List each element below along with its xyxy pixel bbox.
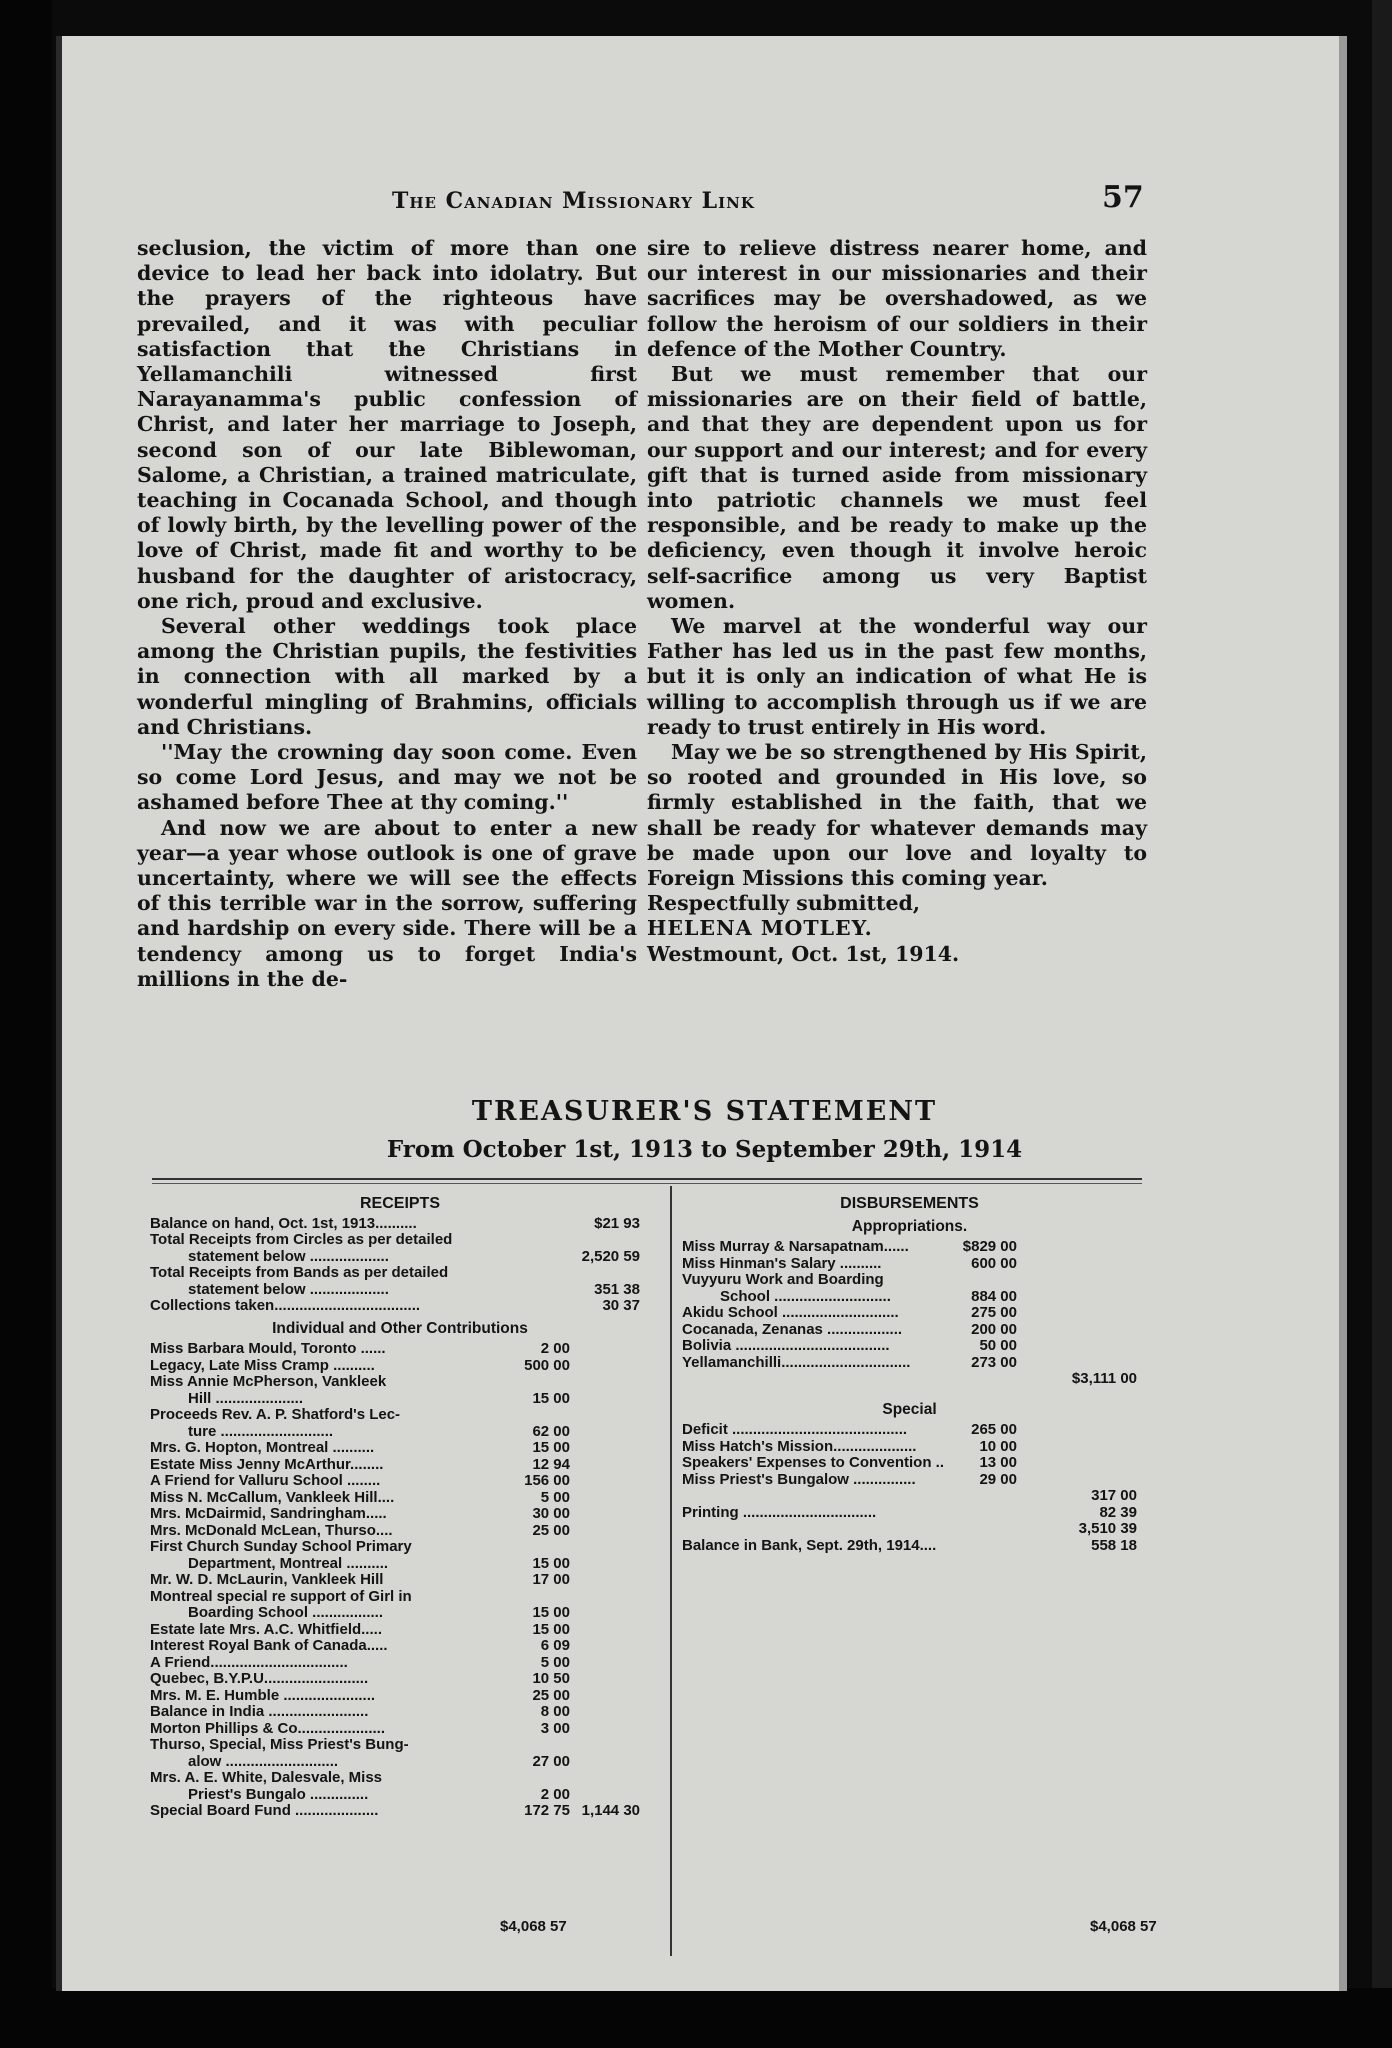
table-row xyxy=(150,1374,650,1391)
table-row xyxy=(150,1341,650,1358)
row-label: Mrs. McDonald McLean, Thurso.... xyxy=(150,1521,393,1539)
balance-value: 558 18 xyxy=(1091,1536,1137,1554)
appropriations-total-row xyxy=(682,1371,1137,1388)
table-row xyxy=(150,1721,650,1738)
row-label: Priest's Bungalo .............. xyxy=(188,1785,369,1803)
row-amount: 62 00 xyxy=(532,1422,570,1440)
film-border-right xyxy=(1372,0,1392,2048)
row-amount: 10 50 xyxy=(532,1670,570,1687)
row-label: Total Receipts from Bands as per detailed xyxy=(150,1264,449,1281)
table-row xyxy=(150,1638,650,1655)
table-row xyxy=(682,1355,1137,1372)
table-row xyxy=(150,1506,650,1523)
row-amount: 5 00 xyxy=(540,1488,570,1506)
special-total-row xyxy=(682,1488,1137,1505)
row-amount: 265 00 xyxy=(971,1421,1017,1438)
table-row xyxy=(150,1265,650,1282)
row-amount: 15 00 xyxy=(532,1554,570,1572)
balance-row xyxy=(682,1538,1137,1555)
row-label: Montreal special re support of Girl in xyxy=(150,1587,412,1605)
row-label: Miss Murray & Narsapatnam...... xyxy=(682,1238,909,1255)
row-label: ture ........................... xyxy=(188,1422,334,1440)
row-label: Special Board Fund .................... xyxy=(150,1802,379,1819)
row-label: Miss Hatch's Mission.................... xyxy=(682,1437,917,1455)
row-label: Hill ..................... xyxy=(188,1389,304,1407)
table-row xyxy=(150,1754,650,1771)
table-row xyxy=(150,1671,650,1688)
table-row xyxy=(150,1770,650,1787)
table-row xyxy=(150,1622,650,1639)
right-column-paragraph: We marvel at the wonderful way our Father has led us in the past few months, but it is only an indication of what He is willing to accomplish through us if we are ready to trust entirely in His word. xyxy=(647,614,1147,739)
special-heading: Special xyxy=(882,1400,937,1418)
row-label: Estate Miss Jenny McArthur........ xyxy=(150,1455,384,1473)
row-amount: 500 00 xyxy=(524,1356,570,1374)
row-amount: 156 00 xyxy=(524,1472,570,1489)
row-amount: 25 00 xyxy=(532,1521,570,1539)
appropriations-heading: Appropriations. xyxy=(851,1217,968,1235)
signature-name: HELENA MOTLEY. xyxy=(647,916,873,941)
row-amount: 200 00 xyxy=(971,1320,1017,1338)
printing-label: Printing ................................ xyxy=(682,1503,877,1521)
row-amount: 17 00 xyxy=(532,1571,570,1588)
row-label: Mrs. McDairmid, Sandringham..... xyxy=(150,1505,387,1522)
table-row xyxy=(150,1440,650,1457)
row-amount: 27 00 xyxy=(532,1752,570,1770)
row-label: Bolivia ..................................... xyxy=(682,1337,890,1354)
treasurer-statement-title: TREASURER'S STATEMENT xyxy=(471,1096,938,1127)
row-label: Boarding School ................. xyxy=(188,1604,384,1621)
row-amount: 8 00 xyxy=(540,1703,570,1720)
row-label: statement below ................... xyxy=(188,1280,389,1298)
subtotal-value: 3,510 39 xyxy=(1078,1520,1137,1537)
receipts-total: $4,068 57 xyxy=(500,1918,567,1935)
table-row xyxy=(682,1256,1137,1273)
row-amount: 6 09 xyxy=(540,1637,570,1654)
balance-label: Balance in Bank, Sept. 29th, 1914.... xyxy=(682,1536,937,1554)
appropriations-total: $3,111 00 xyxy=(1071,1370,1137,1387)
treasurer-statement-period: From October 1st, 1913 to September 29th, 1914 xyxy=(386,1136,1023,1163)
row-amount: 884 00 xyxy=(971,1287,1017,1305)
row-label: Balance in India ........................ xyxy=(150,1703,369,1720)
row-amount: 30 00 xyxy=(532,1505,570,1522)
row-label: Vuyyuru Work and Boarding xyxy=(682,1271,884,1288)
row-total: 2,520 59 xyxy=(581,1247,640,1265)
row-amount: 50 00 xyxy=(979,1337,1017,1354)
row-amount: 600 00 xyxy=(971,1254,1017,1272)
table-row xyxy=(150,1358,650,1375)
table-row xyxy=(682,1272,1137,1289)
table-row xyxy=(682,1422,1137,1439)
table-row xyxy=(150,1605,650,1622)
printing-row xyxy=(682,1505,1137,1522)
row-amount: 10 00 xyxy=(979,1437,1017,1455)
row-label: Collections taken................................... xyxy=(150,1297,421,1314)
table-row xyxy=(150,1391,650,1408)
row-amount: $829 00 xyxy=(962,1238,1017,1255)
right-column-paragraph: sire to relieve distress nearer home, and our interest in our missionaries and their sacrifices may be overshadowed, as we follow the heroism of our soldiers in their defence of the Mother Country. xyxy=(647,236,1147,361)
table-row xyxy=(150,1232,650,1249)
row-amount: 25 00 xyxy=(532,1686,570,1704)
row-label: Morton Phillips & Co..................... xyxy=(150,1719,386,1737)
row-label: A Friend................................. xyxy=(150,1653,348,1671)
row-label: Miss Barbara Mould, Toronto ...... xyxy=(150,1340,386,1357)
row-label: Estate late Mrs. A.C. Whitfield..... xyxy=(150,1620,382,1638)
row-amount: 13 00 xyxy=(979,1454,1017,1471)
table-row xyxy=(150,1473,650,1490)
row-label: Thurso, Special, Miss Priest's Bung- xyxy=(150,1736,409,1753)
table-row xyxy=(682,1439,1137,1456)
table-row xyxy=(150,1457,650,1474)
right-column-paragraph: May we be so strengthened by His Spirit, so rooted and grounded in His love, so firmly established in the faith, that we shall be ready for whatever demands may be made upon our love and loyalty to Foreign Missions this coming year. xyxy=(647,740,1147,891)
table-row xyxy=(150,1490,650,1507)
table-row xyxy=(150,1424,650,1441)
row-amount: 5 00 xyxy=(540,1653,570,1671)
right-column-paragraph: But we must remember that our missionaries are on their field of battle, and that they are dependent upon us for our support and our interest; and for every gift that is turned aside from missionary into patriotic channels we must feel responsible, and be ready to make up the deficiency, even though it involve heroic self-sacrifice among us very Baptist women. xyxy=(647,362,1147,613)
table-row xyxy=(150,1298,650,1315)
receipts-heading: RECEIPTS xyxy=(359,1195,440,1212)
row-label: Deficit .......................................... xyxy=(682,1421,908,1438)
row-label: Speakers' Expenses to Convention .. xyxy=(682,1454,944,1471)
row-amount: 2 00 xyxy=(540,1785,570,1803)
table-row xyxy=(150,1704,650,1721)
signature-closing: Respectfully submitted, xyxy=(647,891,921,916)
signature-place-date: Westmount, Oct. 1st, 1914. xyxy=(647,941,960,966)
row-label: First Church Sunday School Primary xyxy=(150,1538,412,1555)
divider xyxy=(152,1178,1142,1180)
row-label: Miss Hinman's Salary .......... xyxy=(682,1254,882,1272)
row-label: Legacy, Late Miss Cramp .......... xyxy=(150,1356,375,1374)
row-label: statement below ................... xyxy=(188,1247,389,1265)
row-amount: 29 00 xyxy=(979,1470,1017,1488)
table-row xyxy=(682,1455,1137,1472)
row-amount: 12 94 xyxy=(532,1455,570,1473)
left-column-paragraph: Several other weddings took place among the Christian pupils, the festivities in connection with all marked by a wonderful mingling of Brahmins, officials and Christians. xyxy=(137,614,637,739)
right-text-column xyxy=(647,236,1147,967)
row-label: Proceeds Rev. A. P. Shatford's Lec- xyxy=(150,1406,401,1423)
table-row xyxy=(150,1655,650,1672)
row-amount: 172 75 xyxy=(524,1802,570,1819)
receipts-table xyxy=(150,1196,650,1820)
table-row xyxy=(682,1305,1137,1322)
table-row xyxy=(682,1289,1137,1306)
row-label: Department, Montreal .......... xyxy=(188,1554,389,1572)
row-label: Yellamanchilli............................... xyxy=(682,1353,911,1371)
table-row xyxy=(150,1572,650,1589)
left-column-paragraph: And now we are about to enter a new year—a year whose outlook is one of grave uncertainty, where we will see the effects of this terrible war in the sorrow, suffering and hardship on every side. There will be a tendency among us to forget India's millions in the de- xyxy=(137,815,637,991)
row-label: Miss Priest's Bungalow ............... xyxy=(682,1470,916,1488)
row-amount: 2 00 xyxy=(540,1340,570,1357)
row-total: 30 37 xyxy=(602,1297,640,1314)
subtotal-row xyxy=(682,1521,1137,1538)
row-label: Quebec, B.Y.P.U......................... xyxy=(150,1670,369,1687)
document-page xyxy=(56,36,1347,1991)
table-row xyxy=(150,1556,650,1573)
row-label: Akidu School ............................ xyxy=(682,1304,899,1321)
contributions-heading: Individual and Other Contributions xyxy=(272,1319,528,1337)
table-row xyxy=(150,1249,650,1266)
row-label: alow ........................... xyxy=(188,1752,339,1770)
film-border-bottom xyxy=(0,1988,1392,2048)
column-divider xyxy=(670,1186,672,1956)
table-row xyxy=(150,1737,650,1754)
row-label: Mr. W. D. McLaurin, Vankleek Hill xyxy=(150,1571,384,1588)
disbursements-table xyxy=(682,1196,1137,1554)
row-label: Total Receipts from Circles as per detailed xyxy=(150,1231,453,1248)
printing-value: 82 39 xyxy=(1099,1503,1137,1521)
row-amount: 15 00 xyxy=(532,1620,570,1638)
table-row xyxy=(150,1523,650,1540)
row-total: 1,144 30 xyxy=(581,1802,640,1819)
row-amount: 273 00 xyxy=(971,1353,1017,1371)
divider xyxy=(152,1183,1142,1184)
table-row xyxy=(150,1589,650,1606)
row-amount: 275 00 xyxy=(971,1304,1017,1321)
row-label: A Friend for Valluru School ........ xyxy=(150,1472,381,1489)
table-row xyxy=(682,1322,1137,1339)
row-total: 351 38 xyxy=(594,1280,640,1298)
special-total: 317 00 xyxy=(1091,1487,1137,1504)
row-total: $21 93 xyxy=(594,1214,640,1232)
row-amount: 15 00 xyxy=(532,1439,570,1456)
left-text-column xyxy=(137,236,637,992)
table-row xyxy=(682,1239,1137,1256)
page-number: 57 xyxy=(1102,180,1144,215)
disbursements-total: $4,068 57 xyxy=(1090,1918,1157,1935)
row-label: Balance on hand, Oct. 1st, 1913.......... xyxy=(150,1214,417,1232)
table-row xyxy=(682,1472,1137,1489)
table-row xyxy=(150,1539,650,1556)
table-row xyxy=(682,1338,1137,1355)
table-row xyxy=(150,1216,650,1233)
disbursements-heading: DISBURSEMENTS xyxy=(840,1195,979,1212)
running-header xyxy=(62,180,1347,224)
journal-title: The Canadian Missionary Link xyxy=(392,188,755,214)
table-row xyxy=(150,1787,650,1804)
row-label: School ............................ xyxy=(720,1287,891,1305)
row-label: Miss N. McCallum, Vankleek Hill.... xyxy=(150,1488,395,1506)
row-label: Mrs. G. Hopton, Montreal .......... xyxy=(150,1439,375,1456)
table-row xyxy=(150,1803,650,1820)
row-amount: 15 00 xyxy=(532,1389,570,1407)
film-border-left xyxy=(0,0,52,2048)
row-label: Mrs. M. E. Humble ...................... xyxy=(150,1686,376,1704)
left-column-paragraph: seclusion, the victim of more than one device to lead her back into idolatry. But the prayers of the righteous have prevailed, and it was with peculiar satisfaction that the Christians in Yellamanchili witnessed first Narayanamma's public confession of Christ, and later her marriage to Joseph, second son of our late Biblewoman, Salome, a Christian, a trained matriculate, teaching in Cocanada School, and though of lowly birth, by the levelling power of the love of Christ, made fit and worthy to be husband for the daughter of aristocracy, one rich, proud and exclusive. xyxy=(137,236,637,613)
row-label: Interest Royal Bank of Canada..... xyxy=(150,1637,388,1654)
table-row xyxy=(150,1282,650,1299)
row-amount: 3 00 xyxy=(540,1719,570,1737)
row-label: Cocanada, Zenanas .................. xyxy=(682,1320,903,1338)
row-label: Miss Annie McPherson, Vankleek xyxy=(150,1373,387,1390)
row-amount: 15 00 xyxy=(532,1604,570,1621)
left-column-paragraph: ''May the crowning day soon come. Even so come Lord Jesus, and may we not be ashamed before Thee at thy coming.'' xyxy=(137,740,637,815)
table-row xyxy=(150,1688,650,1705)
row-label: Mrs. A. E. White, Dalesvale, Miss xyxy=(150,1769,383,1786)
table-row xyxy=(150,1407,650,1424)
